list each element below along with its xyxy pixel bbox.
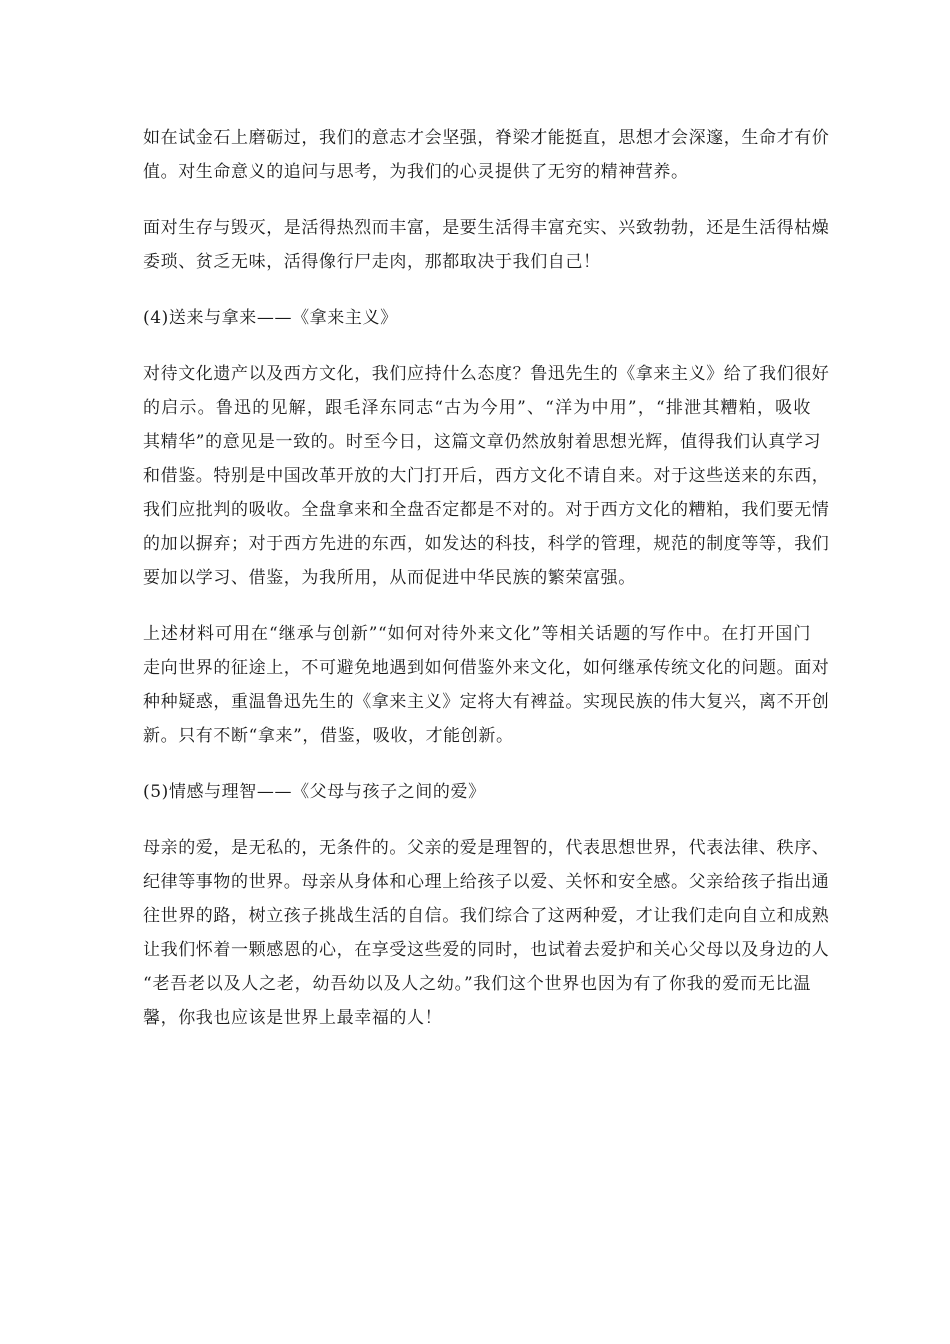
text-line: 新。只有不断“拿来”，借鉴，吸收，才能创新。 (143, 726, 514, 746)
text-line: 母亲的爱，是无私的，无条件的。父亲的爱是理智的，代表思想世界，代表法律、秩序、 (143, 838, 830, 858)
document-body (143, 121, 830, 1057)
text-line: 让我们怀着一颗感恩的心，在享受这些爱的同时，也试着去爱护和关心父母以及身边的人 (143, 940, 830, 960)
text-line: 委琐、贫乏无味，活得像行尸走肉，那都取决于我们自己！ (143, 252, 601, 272)
text-line: “老吾老以及人之老，幼吾幼以及人之幼。”我们这个世界也因为有了你我的爱而无比温 (143, 974, 811, 994)
paragraph-survival (143, 211, 830, 279)
section-heading-5: (5)情感与理智——《父母与孩子之间的爱》 (143, 782, 486, 802)
text-line: 纪律等事物的世界。母亲从身体和心理上给孩子以爱、关怀和安全感。父亲给孩子指出通 (143, 872, 830, 892)
text-line: 对待文化遗产以及西方文化，我们应持什么态度？鲁迅先生的《拿来主义》给了我们很好 (143, 364, 830, 384)
text-line: 要加以学习、借鉴，为我所用，从而促进中华民族的繁荣富强。 (143, 568, 636, 588)
text-line: 走向世界的征途上，不可避免地遇到如何借鉴外来文化，如何继承传统文化的问题。面对 (143, 658, 830, 678)
text-line: 面对生存与毁灭，是活得热烈而丰富，是要生活得丰富充实、兴致勃勃，还是生活得枯燥 (143, 218, 830, 238)
section-heading-4: (4)送来与拿来——《拿来主义》 (143, 308, 398, 328)
text-line: 上述材料可用在“继承与创新”“如何对待外来文化”等相关话题的写作中。在打开国门 (143, 624, 811, 644)
text-line: 馨，你我也应该是世界上最幸福的人！ (143, 1008, 443, 1028)
paragraph-nalai-usage (143, 617, 830, 753)
text-line: 和借鉴。特别是中国改革开放的大门打开后，西方文化不请自来。对于这些送来的东西， (143, 466, 830, 486)
text-line: 往世界的路，树立孩子挑战生活的自信。我们综合了这两种爱，才让我们走向自立和成熟 (143, 906, 830, 926)
text-line: 如在试金石上磨砺过，我们的意志才会坚强，脊梁才能挺直，思想才会深邃，生命才有价 (143, 128, 830, 148)
text-line: 的启示。鲁迅的见解，跟毛泽东同志“古为今用”、“洋为中用”，“排泄其糟粕，吸收 (143, 398, 811, 418)
text-line: 其精华”的意见是一致的。时至今日，这篇文章仍然放射着思想光辉，值得我们认真学习 (143, 432, 822, 452)
paragraph-nalai-intro (143, 357, 830, 595)
paragraph-parental-love (143, 831, 830, 1035)
paragraph-life-meaning (143, 121, 830, 189)
text-line: 种种疑惑，重温鲁迅先生的《拿来主义》定将大有裨益。实现民族的伟大复兴，离不开创 (143, 692, 830, 712)
text-line: 我们应批判的吸收。全盘拿来和全盘否定都是不对的。对于西方文化的糟粕，我们要无情 (143, 500, 830, 520)
text-line: 值。对生命意义的追问与思考，为我们的心灵提供了无穷的精神营养。 (143, 162, 689, 182)
text-line: 的加以摒弃；对于西方先进的东西，如发达的科技，科学的管理，规范的制度等等，我们 (143, 534, 830, 554)
